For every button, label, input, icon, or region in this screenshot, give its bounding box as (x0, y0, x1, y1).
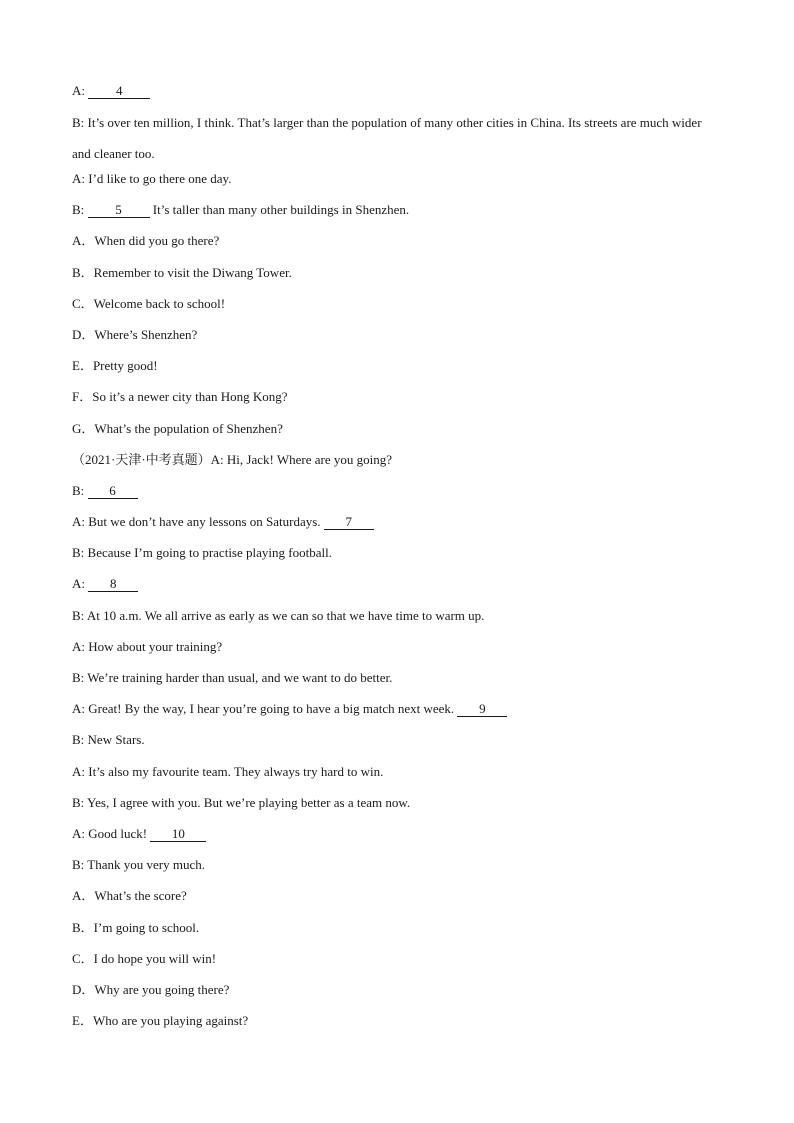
dialogue-line: B: New Stars. (72, 732, 145, 748)
option-item: B．Remember to visit the Diwang Tower. (72, 264, 292, 280)
option-item: B．I’m going to school. (72, 919, 200, 935)
answer-blank-8[interactable]: 8 (88, 576, 138, 592)
option-item: C．I do hope you will win! (72, 950, 217, 966)
dialogue-line: B: We’re training harder than usual, and we want to do better. (72, 670, 393, 685)
source-tag: （2021·天津·中考真题） (72, 451, 211, 467)
document-content (72, 81, 722, 1042)
dialogue-text: A: Good luck! (72, 825, 148, 841)
dialogue-line: B: Yes, I agree with you. But we’re playing better as a team now. (72, 794, 411, 810)
answer-blank-5[interactable]: 5 (88, 202, 150, 218)
option-item: E．Pretty good! (72, 358, 158, 374)
answer-blank-6[interactable]: 6 (88, 483, 138, 499)
option-item: G．What’s the population of Shenzhen? (72, 420, 283, 436)
option-item: D．Where’s Shenzhen? (72, 326, 198, 342)
dialogue-line (72, 574, 722, 605)
dialogue-text: A: Hi, Jack! Where are you going? (210, 451, 393, 467)
answer-blank-10[interactable]: 10 (150, 826, 206, 842)
dialogue-line (72, 200, 722, 231)
option-item: D．Why are you going there? (72, 981, 230, 997)
option-item: F．So it’s a newer city than Hong Kong? (72, 389, 288, 405)
dialogue-line: A: How about your training? (72, 638, 223, 654)
option-item: C．Welcome back to school! (72, 295, 226, 311)
dialogue-line (72, 824, 722, 855)
speaker-label: A: (72, 83, 85, 98)
dialogue-line (72, 481, 722, 512)
speaker-label: A: (72, 576, 85, 592)
option-item: A．When did you go there? (72, 233, 220, 249)
dialogue-line: A: It’s also my favourite team. They always try hard to win. (72, 763, 384, 779)
dialogue-line: B: Because I’m going to practise playing football. (72, 545, 332, 561)
answer-blank-7[interactable]: 7 (324, 514, 374, 530)
dialogue-line: B: It’s over ten million, I think. That’s larger than the population of many other cities in China. Its streets are much wider and cleaner too. (72, 114, 702, 161)
dialogue-line (72, 450, 722, 481)
speaker-label: B: (72, 482, 85, 498)
dialogue-text: A: Great! By the way, I hear you’re going to have a big match next week. (72, 701, 455, 717)
dialogue-line (72, 699, 722, 730)
dialogue-line: B: Thank you very much. (72, 857, 205, 873)
option-item: E．Who are you playing against? (72, 1013, 249, 1029)
dialogue-text: It’s taller than many other buildings in Shenzhen. (152, 202, 410, 218)
dialogue-line: A: I’d like to go there one day. (72, 171, 232, 186)
answer-blank-4[interactable]: 4 (88, 83, 150, 99)
answer-blank-9[interactable]: 9 (457, 701, 507, 717)
speaker-label: B: (72, 202, 85, 218)
dialogue-line (72, 512, 722, 543)
option-item: A．What’s the score? (72, 888, 187, 904)
dialogue-text: A: But we don’t have any lessons on Saturdays. (72, 514, 321, 530)
dialogue-line: B: At 10 a.m. We all arrive as early as we can so that we have time to warm up. (72, 607, 485, 623)
